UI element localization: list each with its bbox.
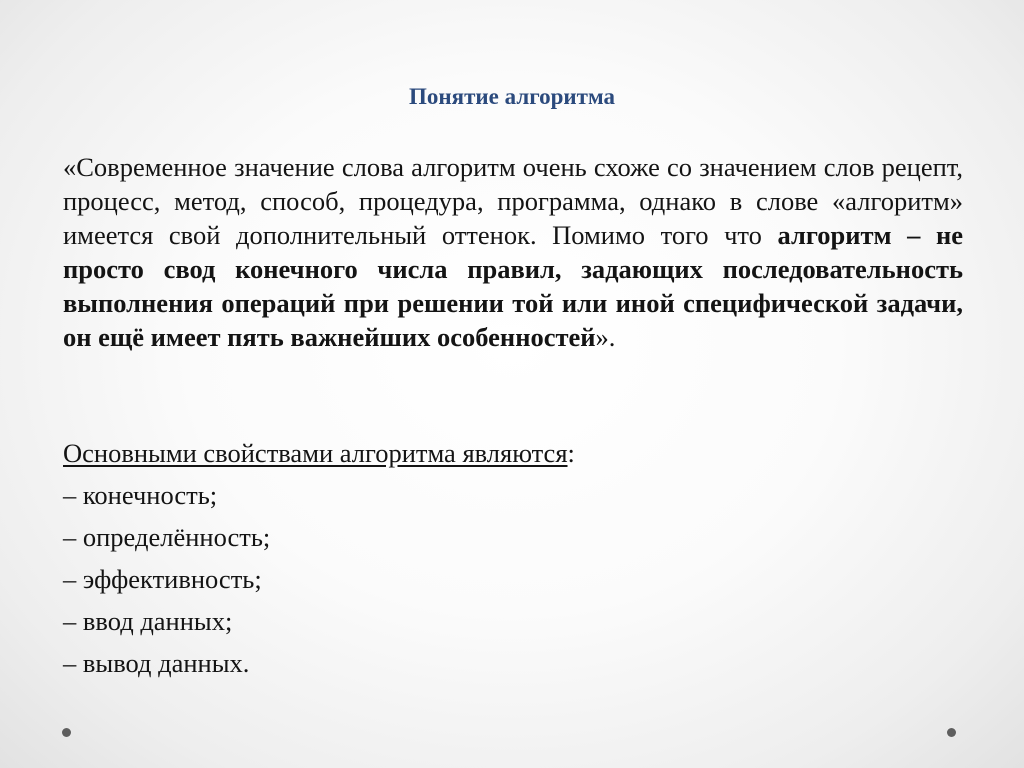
slide-title: Понятие алгоритма xyxy=(409,84,615,109)
properties-list xyxy=(63,432,963,684)
property-item: – определённость; xyxy=(63,522,271,552)
quote-text-end: ». xyxy=(595,322,616,352)
property-item: – ввод данных; xyxy=(63,606,233,636)
properties-heading-line xyxy=(63,432,963,474)
property-item: – конечность; xyxy=(63,480,218,510)
properties-heading: Основными свойствами алгоритма являются xyxy=(63,438,568,468)
decorative-dot-right xyxy=(947,728,956,737)
quote-text-bold: алгоритм – не просто свод конечного числа правил, задающих последовательность выполнения операций при решении той или иной специфической задачи, он ещё имеет пять важнейших особенностей xyxy=(63,220,963,352)
quote-text-start: «Современное значение слова алгоритм очень схоже со значением слов рецепт, процесс, метод, способ, процедура, программа, однако в слове «алгоритм» имеется свой дополнительный оттенок. Помимо того что xyxy=(63,152,963,250)
properties-heading-colon: : xyxy=(567,438,575,468)
decorative-dot-left xyxy=(62,728,71,737)
quote-paragraph xyxy=(63,150,963,354)
property-item: – эффективность; xyxy=(63,564,262,594)
property-item: – вывод данных. xyxy=(63,648,250,678)
